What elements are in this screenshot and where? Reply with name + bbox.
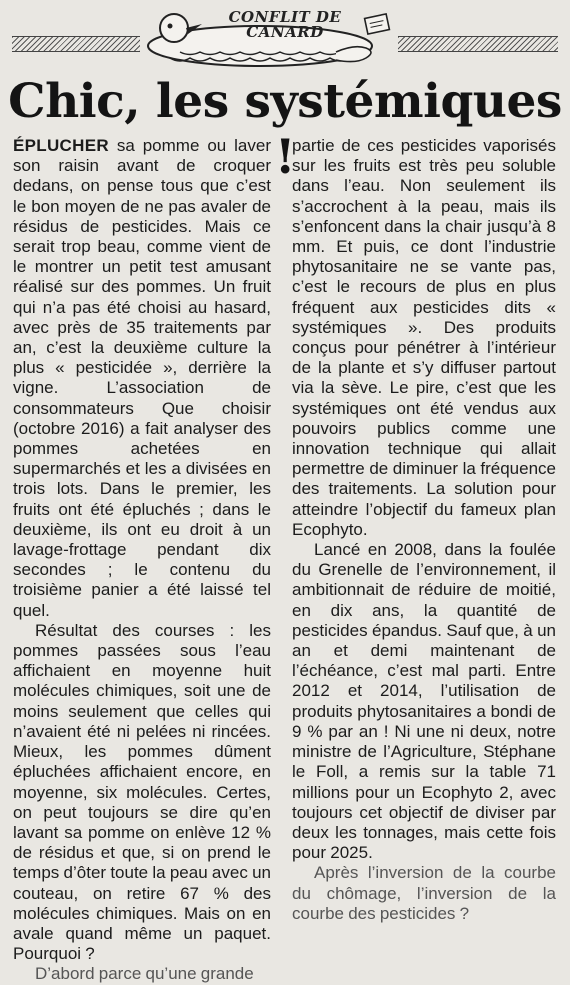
rubric-title	[200, 10, 370, 40]
paragraph-intro-text: sa pomme ou laver son raisin avant de croquer dedans, on pense tous que c’est le bon moyen de ne pas avaler de résidus de pesticides. Mais ce serait trop beau, comme vient de le montrer un petit test amusant réalisé sur des pommes. Un fruit qui n’a pas été choisi au hasard, avec près de 35 traitements par an, c’est la deuxième culture la plus « pesticidée », derrière la vigne. L’association de consommateurs Que choisir (octobre 2016) a fait analyser des pommes achetées en supermarchés et les a divisées en trois lots. Dans le premier, les fruits ont été épluchés ; dans le deuxième, ils ont eu droit à un lavage-frottage pendant dix secondes ; le contenu du troisième panier a été laissé tel quel.	[13, 136, 271, 620]
paragraph-intro	[13, 136, 271, 621]
rubric-hatch-left	[12, 36, 140, 52]
paragraph-results: Résultat des courses : les pommes passées sous l’eau affichaient en moyenne huit molécules chimiques, soit une de moins seulement que celles qui n’avaient été ni pelées ni rincées. Mieux, les pommes dûment épluchées affichaient encore, en moyenne, six molécules. Certes, on peut toujours se dire qu’en lavant sa pomme on enlève 12 % de résidus et que, si on prend le temps d’ôter toute la peau avec un couteau, on retire 67 % des molécules chimiques. Mais on en avale quand même un paquet. Pourquoi ?	[13, 620, 271, 964]
paragraph-reason-continued: partie de ces pesticides vaporisés sur les fruits est très peu soluble dans l’eau. Non seulement ils s’accrochent à la peau, mais ils s’enfoncent dans la chair jusqu’à 8 mm. Et puis, ce dont l’industrie phytosanitaire ne se vante pas, c’est le recours de plus en plus fréquent aux pesticides dits « systémiques ». Des produits conçus pour pénétrer à l’intérieur de la plante et s’y diffuser partout via la sève. Le pire, c’est que les systémiques ont été vendus aux pouvoirs publics comme une innovation technique qui allait permettre de diminuer la fréquence des traitements. La solution pour atteindre l’objectif du fameux plan Ecophyto.	[292, 136, 556, 539]
rubric-line-1: CONFLIT DE	[228, 8, 342, 26]
article-column-right	[292, 136, 556, 924]
paragraph-reason-start: D’abord parce qu’une grande	[35, 964, 254, 984]
rubric-line-2: CANARD	[246, 23, 324, 41]
article-headline: Chic, les systémiques !	[8, 74, 562, 185]
paragraph-conclusion: Après l’inversion de la courbe du chômage, l’inversion de la courbe des pesticides ?	[292, 863, 556, 923]
paragraph-ecophyto: Lancé en 2008, dans la foulée du Grenelle de l’environnement, il ambitionnait de réduire de moitié, en dix ans, la quantité de pesticides épandus. Sauf que, à un an et demi maintenant de l’échéance, c’est mal parti. Entre 2012 et 2014, l’utilisation de produits phytosanitaires a bondi de 9 % par an ! Ni une ni deux, notre ministre de l’Agriculture, Stéphane le Foll, a remis sur la table 71 millions pour un Ecophyto 2, avec toujours cet objectif de diviser par deux les tonnages, mais cette fois pour 2025.	[292, 540, 556, 863]
lead-word: ÉPLUCHER	[13, 136, 109, 155]
article-column-left	[13, 136, 271, 985]
rubric-hatch-right	[398, 36, 558, 52]
